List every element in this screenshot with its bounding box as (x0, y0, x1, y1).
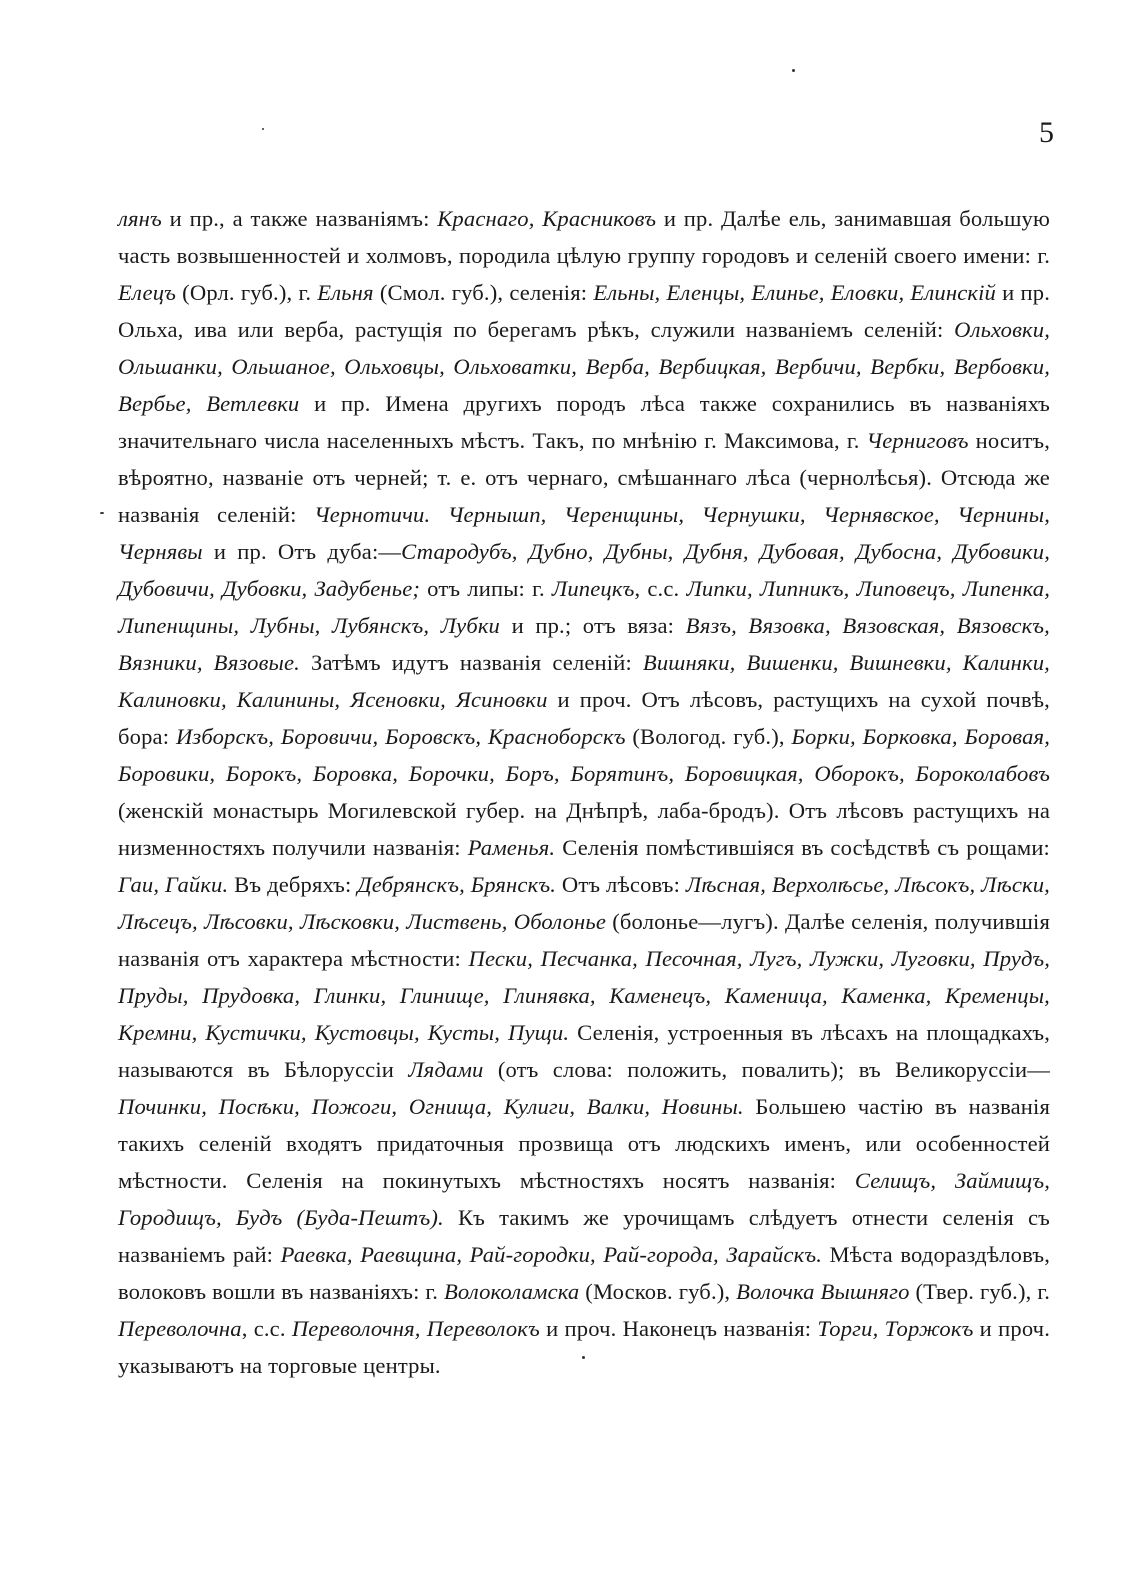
text-run: и пр.; отъ вяза: (500, 613, 686, 638)
place-names: Волоколамска (443, 1279, 580, 1304)
place-names: Стародубъ, Дубно, Дубны, Дубня, Дубовая, Дубосна, Дубовики, Дубовичи, Дубовки, Задубенье; (118, 539, 1050, 601)
scan-speck (262, 128, 264, 130)
place-names: Черниговъ (866, 428, 969, 453)
place-names: Ольховки, Ольшанки, Ольшаное, Ольховцы, Ольховатки, Верба, Вербицкая, Вербичи, Вербки, Вербовки, Вербье, Ветлевки (118, 317, 1050, 416)
place-names: Чернотичи. Чернышп, Черенщины, Чернушки, Чернявское, Чернины, Чернявы (118, 502, 1050, 564)
place-names: Ельны, Еленцы, Елинье, Еловки, Елинскій (593, 280, 996, 305)
place-names: Вязъ, Вязовка, Вязовская, Вязовскъ, Вязники, Вязовые. (118, 613, 1050, 675)
text-run: (Вологод. губ.), (625, 724, 792, 749)
text-run: Большею частію въ названія такихъ селеній входятъ придаточныя прозвища отъ людскихъ именъ, или особенностей мѣстности. Селенія на покинутыхъ мѣстностяхъ носятъ названія: (118, 1094, 1051, 1193)
body-paragraph (118, 200, 1050, 1384)
scan-speck (100, 512, 104, 514)
place-names: Раевка, Раевщина, Рай-городки, Рай-города, Зарайскъ. (280, 1242, 823, 1267)
place-names: Ельня (317, 280, 374, 305)
text-run: Затѣмъ идутъ названія селеній: (299, 650, 643, 675)
place-names: лянъ (118, 206, 162, 231)
place-names: Переволочна (118, 1316, 242, 1341)
text-run: и проч. указываютъ на торговые центры. (118, 1316, 1050, 1378)
place-names: Липки, Липникъ, Липовецъ, Липенка, Липенщины, Лубны, Лубянскъ, Лубки (118, 576, 1050, 638)
text-run: и проч. Отъ лѣсовъ, растущихъ на сухой почвѣ, бора: (118, 687, 1050, 749)
text-run: , с.с. (241, 1316, 292, 1341)
text-run: отъ липы: г. (420, 576, 552, 601)
place-names: Раменья. (467, 835, 556, 860)
text-run: (Орл. губ.), г. (176, 280, 318, 305)
place-names: Торги, Торжокъ (817, 1316, 974, 1341)
text-run: и пр. Имена другихъ породъ лѣса также сохранились въ названіяхъ значительнаго числа населенныхъ мѣстъ. Такъ, по мнѣнію г. Максимова, г. (118, 391, 1050, 453)
place-names: Лѣсная, Верхолѣсье, Лѣсокъ, Лѣски, Лѣсецъ, Лѣсовки, Лѣсковки, Листвень, Оболонье (118, 872, 1050, 934)
text-run: , с.с. (634, 576, 687, 601)
text-run: Мѣста водораздѣловъ, волоковъ вошли въ названіяхъ: г. (118, 1242, 1051, 1304)
place-names: Дебрянскъ, Брянскъ. (357, 872, 556, 897)
place-names: Вишняки, Вишенки, Вишневки, Калинки, Калиновки, Калинины, Ясеновки, Ясиновки (118, 650, 1050, 712)
place-names: Гаи, Гайки. (118, 872, 229, 897)
body-text (118, 200, 1050, 1384)
page-number: 5 (1039, 116, 1054, 149)
text-run: и пр. Отъ дуба:— (202, 539, 402, 564)
place-names: Селищъ, Займищъ, Городищъ, Будъ (Буда-Пештъ). (118, 1168, 1050, 1230)
text-run: и пр. Ольха, ива или верба, растущія по берегамъ рѣкъ, служили названіемъ селеній: (118, 280, 1050, 342)
text-run: (Смол. губ.), селенія: (373, 280, 594, 305)
place-names: Липецкъ (551, 576, 635, 601)
place-names: Волочка Вышняго (736, 1279, 910, 1304)
place-names: Лядами (408, 1057, 484, 1082)
text-run: носитъ, вѣроятно, названіе отъ черней; т. е. отъ чернаго, смѣшаннаго лѣса (чернолѣсья). Отсюда же названія селеній: (118, 428, 1050, 527)
place-names: Изборскъ, Боровичи, Боровскъ, Красноборскъ (175, 724, 626, 749)
text-run: Въ дебряхъ: (228, 872, 358, 897)
text-run: (отъ слова: положить, повалить); въ Великоруссіи— (483, 1057, 1050, 1082)
scan-speck (792, 69, 795, 72)
place-names: Борки, Борковка, Боровая, Боровики, Борокъ, Боровка, Борочки, Боръ, Борятинъ, Боровицкая, Оборокъ, Бороколабовъ (118, 724, 1051, 786)
text-run: (женскій монастырь Могилевской губер. на Днѣпрѣ, лаба-бродъ). Отъ лѣсовъ растущихъ на низменностяхъ получили названія: (118, 798, 1050, 860)
place-names: Пески, Песчанка, Песочная, Лугъ, Лужки, Луговки, Прудъ, Пруды, Прудовка, Глинки, Глинище, Глинявка, Каменецъ, Каменица, Каменка, Кременцы, Кремни, Кустички, Кустовцы, Кусты, Пущи. (118, 946, 1050, 1045)
place-names: Краснаго, Красниковъ (437, 206, 657, 231)
place-names: Елецъ (118, 280, 177, 305)
text-run: Селенія помѣстившіяся въ сосѣдствѣ съ рощами: (555, 835, 1050, 860)
text-run: (Твер. губ.), г. (909, 1279, 1050, 1304)
text-run: Отъ лѣсовъ: (556, 872, 686, 897)
place-names: Починки, Посѣки, Пожоги, Огнища, Кулиги, Валки, Новины. (118, 1094, 744, 1119)
place-names: Переволочня, Переволокъ (291, 1316, 540, 1341)
text-run: (болонье—лугъ). Далѣе селенія, получившія названія отъ характера мѣстности: (118, 909, 1050, 971)
text-run: и пр., а также названіямъ: (161, 206, 438, 231)
text-run: (Москов. губ.), (579, 1279, 737, 1304)
text-run: и проч. Наконецъ названія: (539, 1316, 818, 1341)
text-run: Къ такимъ же урочищамъ слѣдуетъ отнести селенія съ названіемъ рай: (118, 1205, 1050, 1267)
text-run: и пр. Далѣе ель, занимавшая большую часть возвышенностей и холмовъ, породила цѣлую группу городовъ и селеній своего имени: г. (118, 206, 1050, 268)
text-run: Селенія, устроенныя въ лѣсахъ на площадкахъ, называются въ Бѣлоруссіи (118, 1020, 1050, 1082)
